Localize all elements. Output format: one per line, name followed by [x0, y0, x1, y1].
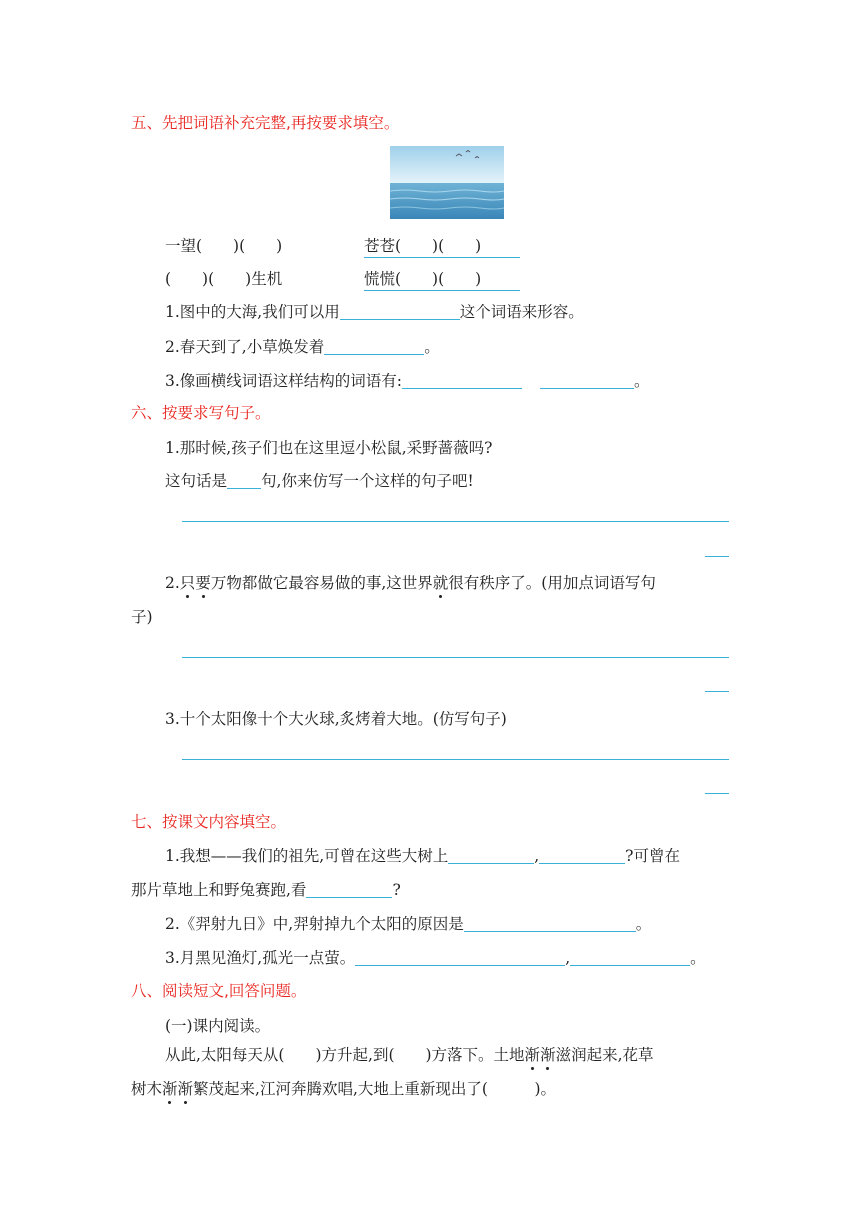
- question-5-3: [165, 370, 650, 392]
- answer-line[interactable]: [705, 556, 729, 557]
- answer-blank[interactable]: [402, 372, 522, 389]
- question-6-1-instruction: [165, 470, 474, 492]
- passage-text: 从此,太阳每天从( )方升起,到( )方落下。土地: [165, 1046, 525, 1064]
- question-6-1: 1.那时候,孩子们也在这里逗小松鼠,采野蔷薇吗?: [165, 439, 493, 457]
- section-6-heading: 六、按要求写句子。: [131, 404, 271, 422]
- question-text: 1.我想——我们的祖先,可曾在这些大树上: [165, 847, 449, 865]
- answer-blank[interactable]: [540, 372, 634, 389]
- question-7-2: [165, 913, 651, 935]
- question-text: 2.《羿射九日》中,羿射掉九个太阳的原因是: [165, 915, 464, 933]
- question-text: 。: [635, 915, 652, 933]
- dotted-word: 就: [432, 574, 449, 592]
- word-blank-2: 苍苍( )( ): [364, 235, 520, 258]
- section-7-heading: 七、按课文内容填空。: [131, 813, 287, 831]
- question-text: 。: [634, 372, 650, 390]
- answer-line[interactable]: [182, 759, 729, 760]
- dotted-word: 只: [179, 574, 196, 592]
- word-blank-3: ( )( )生机: [165, 270, 283, 288]
- question-text: 1.图中的大海,我们可以用: [165, 303, 340, 321]
- dotted-word: 渐: [540, 1046, 556, 1064]
- passage-text: 树木: [131, 1080, 163, 1098]
- question-text: 。: [690, 949, 706, 967]
- answer-blank[interactable]: [355, 949, 565, 966]
- section-8-heading: 八、阅读短文,回答问题。: [131, 982, 307, 1000]
- question-5-2: [165, 336, 440, 358]
- answer-blank[interactable]: [340, 303, 460, 320]
- question-text: ,: [534, 847, 540, 865]
- question-text: 3.月黑见渔灯,孤光一点萤。: [165, 949, 356, 967]
- question-5-1: [165, 301, 584, 323]
- question-text: 万物都做它最容易做的事,这世界: [210, 574, 433, 592]
- answer-blank[interactable]: [324, 338, 424, 355]
- passage-text: 繁茂起来,江河奔腾欢唱,大地上重新现出了( )。: [193, 1080, 556, 1098]
- question-6-2-wrap: 子): [131, 608, 153, 626]
- section-5-heading: 五、先把词语补充完整,再按要求填空。: [131, 114, 400, 132]
- question-text: 这句话是: [165, 472, 228, 490]
- subsection-title: (一)课内阅读。: [165, 1017, 271, 1035]
- dotted-word: 要: [195, 574, 211, 592]
- answer-line[interactable]: [705, 793, 729, 794]
- question-text: ?: [392, 881, 401, 899]
- word-blank-4: 慌慌( )( ): [364, 268, 520, 291]
- question-text: 2.: [165, 574, 180, 592]
- question-text: 这个词语来形容。: [459, 303, 584, 321]
- question-text: 2.春天到了,小草焕发着: [165, 338, 325, 356]
- question-text: ,: [565, 949, 571, 967]
- dotted-word: 渐: [524, 1046, 541, 1064]
- reading-passage-line-1: [165, 1044, 654, 1066]
- question-6-2: [165, 572, 656, 594]
- question-text: 3.像画横线词语这样结构的词语有:: [165, 372, 403, 390]
- question-6-3: 3.十个太阳像十个大火球,炙烤着大地。(仿写句子): [165, 710, 507, 728]
- word-blank-1: 一望( )( ): [165, 237, 283, 255]
- answer-blank[interactable]: [539, 847, 625, 864]
- question-7-1: [165, 845, 680, 867]
- answer-line[interactable]: [705, 691, 729, 692]
- question-7-1-cont: [131, 879, 401, 901]
- dotted-word: 渐: [177, 1080, 194, 1098]
- question-text: 。: [424, 338, 440, 356]
- dotted-word: 渐: [162, 1080, 178, 1098]
- answer-blank[interactable]: [306, 881, 392, 898]
- answer-blank[interactable]: [448, 847, 534, 864]
- answer-line[interactable]: [182, 657, 729, 658]
- reading-passage-line-2: [131, 1078, 556, 1100]
- answer-line[interactable]: [182, 521, 729, 522]
- answer-blank[interactable]: [570, 949, 690, 966]
- passage-text: 滋润起来,花草: [555, 1046, 654, 1064]
- answer-blank[interactable]: [464, 915, 636, 932]
- question-text: ?可曾在: [625, 847, 680, 865]
- question-text: 句,你来仿写一个这样的句子吧!: [261, 472, 474, 490]
- answer-blank[interactable]: [227, 472, 261, 489]
- question-text: 很有秩序了。(用加点词语写句: [448, 574, 656, 592]
- question-7-3: [165, 947, 706, 969]
- question-text: 那片草地上和野兔赛跑,看: [131, 881, 307, 899]
- sea-photo: [390, 146, 504, 219]
